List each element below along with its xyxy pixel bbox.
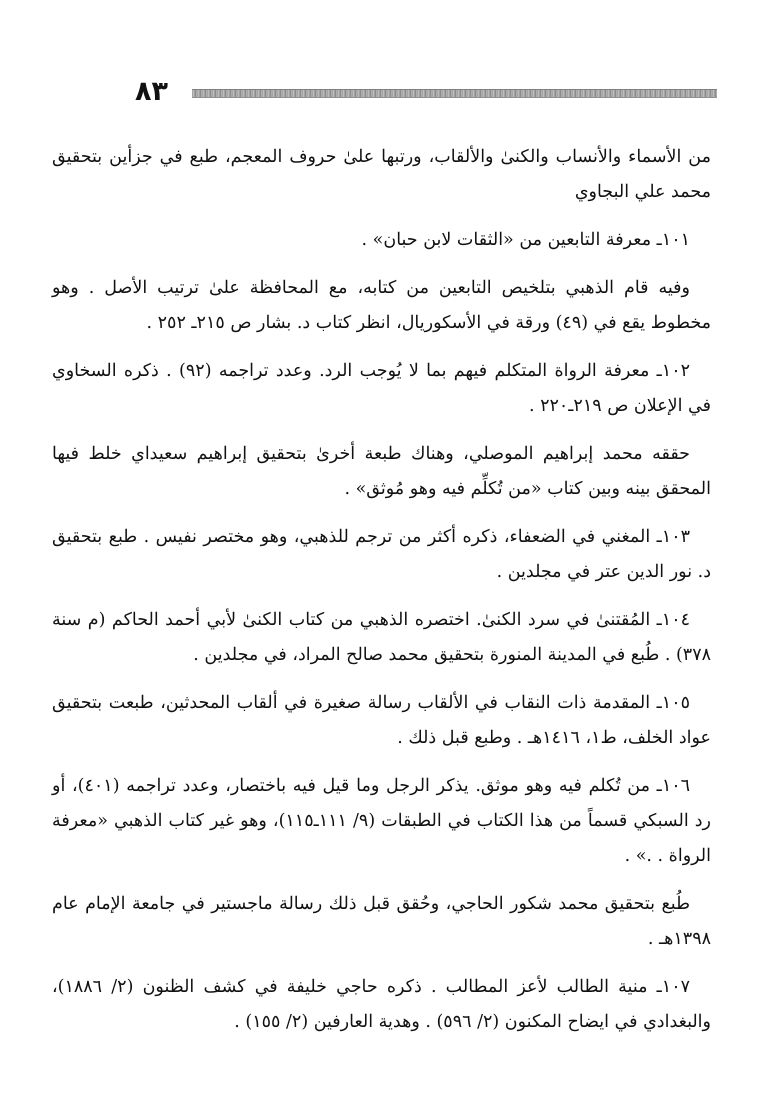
page-body — [52, 140, 711, 1053]
paragraph: وفيه قام الذهبي بتلخيص التابعين من كتابه، مع المحافظة علىٰ ترتيب الأصل . وهو مخطوط يقع في (٤٩) ورقة في الأسكوريال، انظر كتاب د. بشار ص ٢١٥ـ ٢٥٢ . — [52, 278, 711, 333]
page-number: ٨٣ — [135, 76, 168, 107]
paragraph: ١٠٥ـ المقدمة ذات النقاب في الألقاب رسالة صغيرة في ألقاب المحدثين، طبعت بتحقيق عواد الخلف، ط١، ١٤١٦هـ . وطبع قبل ذلك . — [52, 693, 711, 748]
paragraph: من الأسماء والأنساب والكنىٰ والألقاب، ورتبها علىٰ حروف المعجم، طبع في جزأين بتحقيق محمد علي البجاوي — [52, 147, 711, 202]
paragraph: طُبع بتحقيق محمد شكور الحاجي، وحُقق قبل ذلك رسالة ماجستير في جامعة الإمام عام ١٣٩٨هـ . — [52, 894, 711, 949]
paragraph: ١٠٦ـ من تُكلم فيه وهو موثق. يذكر الرجل وما قيل فيه باختصار، وعدد تراجمه (٤٠١)، أو رد السبكي قسماً من هذا الكتاب في الطبقات (٩/ ١١١ـ١١٥)، وهو غير كتاب الذهبي «معرفة الرواة . .» . — [52, 776, 711, 866]
page-header — [135, 76, 717, 108]
paragraph: ١٠٤ـ المُقتنىٰ في سرد الكنىٰ. اختصره الذهبي من كتاب الكنىٰ لأبي أحمد الحاكم (م سنة ٣٧٨) . طُبع في المدينة المنورة بتحقيق محمد صالح المراد، في مجلدين . — [52, 610, 711, 665]
paragraph: ١٠٢ـ معرفة الرواة المتكلم فيهم بما لا يُوجب الرد. وعدد تراجمه (٩٢) . ذكره السخاوي في الإعلان ص ٢١٩ـ٢٢٠ . — [52, 361, 711, 416]
paragraph: ١٠١ـ معرفة التابعين من «الثقات لابن حبان» . — [361, 230, 690, 250]
paragraph: ١٠٣ـ المغني في الضعفاء، ذكره أكثر من ترجم للذهبي، وهو مختصر نفيس . طبع بتحقيق د. نور الدين عتر في مجلدين . — [52, 527, 711, 582]
header-rule — [192, 89, 717, 98]
paragraph: حققه محمد إبراهيم الموصلي، وهناك طبعة أخرىٰ بتحقيق إبراهيم سعيداي خلط فيها المحقق بينه وبين كتاب «من تُكلِّم فيه وهو مُوثق» . — [52, 444, 711, 499]
paragraph: ١٠٧ـ منية الطالب لأعز المطالب . ذكره حاجي خليفة في كشف الظنون (٢/ ١٨٨٦)، والبغدادي في ايضاح المكنون (٢/ ٥٩٦) . وهدية العارفين (٢/ ١٥٥) . — [52, 977, 711, 1032]
